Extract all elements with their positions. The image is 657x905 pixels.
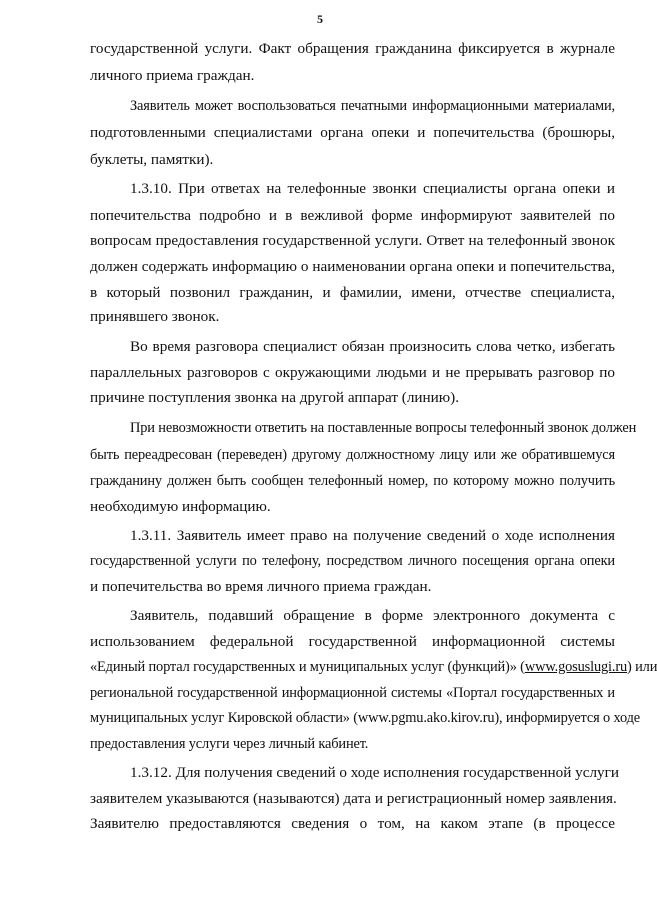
text-line-part: ) или: [627, 659, 657, 675]
text-line: 1.3.12. Для получения сведений о ходе исполнения государственной услуги: [130, 764, 620, 781]
text-line: личного приема граждан.: [90, 67, 255, 84]
text-line: государственной услуги. Факт обращения гражданина фиксируется в журнале: [90, 40, 615, 57]
text-line: Заявителю предоставляются сведения о том, на каком этапе (в процессе: [90, 815, 615, 832]
text-line: 1.3.11. Заявитель имеет право на получение сведений о ходе исполнения: [130, 527, 615, 544]
text-line: заявителем указываются (называются) дата и регистрационный номер заявления.: [90, 790, 617, 807]
text-line: необходимую информацию.: [90, 498, 271, 515]
text-line: использованием федеральной государственной информационной системы: [90, 633, 615, 650]
text-line: Во время разговора специалист обязан произносить слова четко, избегать: [130, 338, 615, 355]
text-line: Заявитель может воспользоваться печатными информационными материалами,: [130, 98, 615, 114]
text-line: региональной государственной информационной системы «Портал государственных и: [90, 685, 615, 701]
text-line-part: «Единый портал государственных и муниципальных услуг (функций)» (: [90, 659, 525, 675]
text-line: гражданину должен быть сообщен телефонный номер, по которому можно получить: [90, 473, 615, 489]
page-number: 5: [317, 12, 323, 26]
text-line: подготовленными специалистами органа опеки и попечительства (брошюры,: [90, 124, 615, 141]
text-line: вопросам предоставления государственной услуги. Ответ на телефонный звонок: [90, 232, 615, 249]
text-line: государственной услуги по телефону, посредством личного посещения органа опеки: [90, 553, 615, 569]
text-line: При невозможности ответить на поставленные вопросы телефонный звонок должен: [130, 420, 637, 436]
text-line: принявшего звонок.: [90, 308, 220, 325]
text-line: попечительства подробно и в вежливой форме информируют заявителей по: [90, 207, 615, 224]
gosuslugi-link[interactable]: www.gosuslugi.ru: [524, 659, 628, 675]
text-line: в который позвонил гражданин, и фамилии, имени, отчестве специалиста,: [90, 284, 615, 301]
text-line: и попечительства во время личного приема граждан.: [90, 578, 432, 595]
text-line: [90, 658, 657, 676]
text-line: муниципальных услуг Кировской области» (www.pgmu.ako.kirov.ru), информируется о ходе: [90, 710, 641, 726]
text-line: параллельных разговоров с окружающими людьми и не прерывать разговор по: [90, 364, 615, 381]
text-line: буклеты, памятки).: [90, 151, 214, 168]
text-line: 1.3.10. При ответах на телефонные звонки специалисты органа опеки и: [130, 180, 615, 197]
text-line: Заявитель, подавший обращение в форме электронного документа с: [130, 607, 615, 624]
text-line: причине поступления звонка на другой аппарат (линию).: [90, 389, 459, 406]
text-line: предоставления услуги через личный кабинет.: [90, 736, 369, 752]
text-line: быть переадресован (переведен) другому должностному лицу или же обратившемуся: [90, 447, 615, 463]
text-line: должен содержать информацию о наименовании органа опеки и попечительства,: [90, 258, 615, 275]
